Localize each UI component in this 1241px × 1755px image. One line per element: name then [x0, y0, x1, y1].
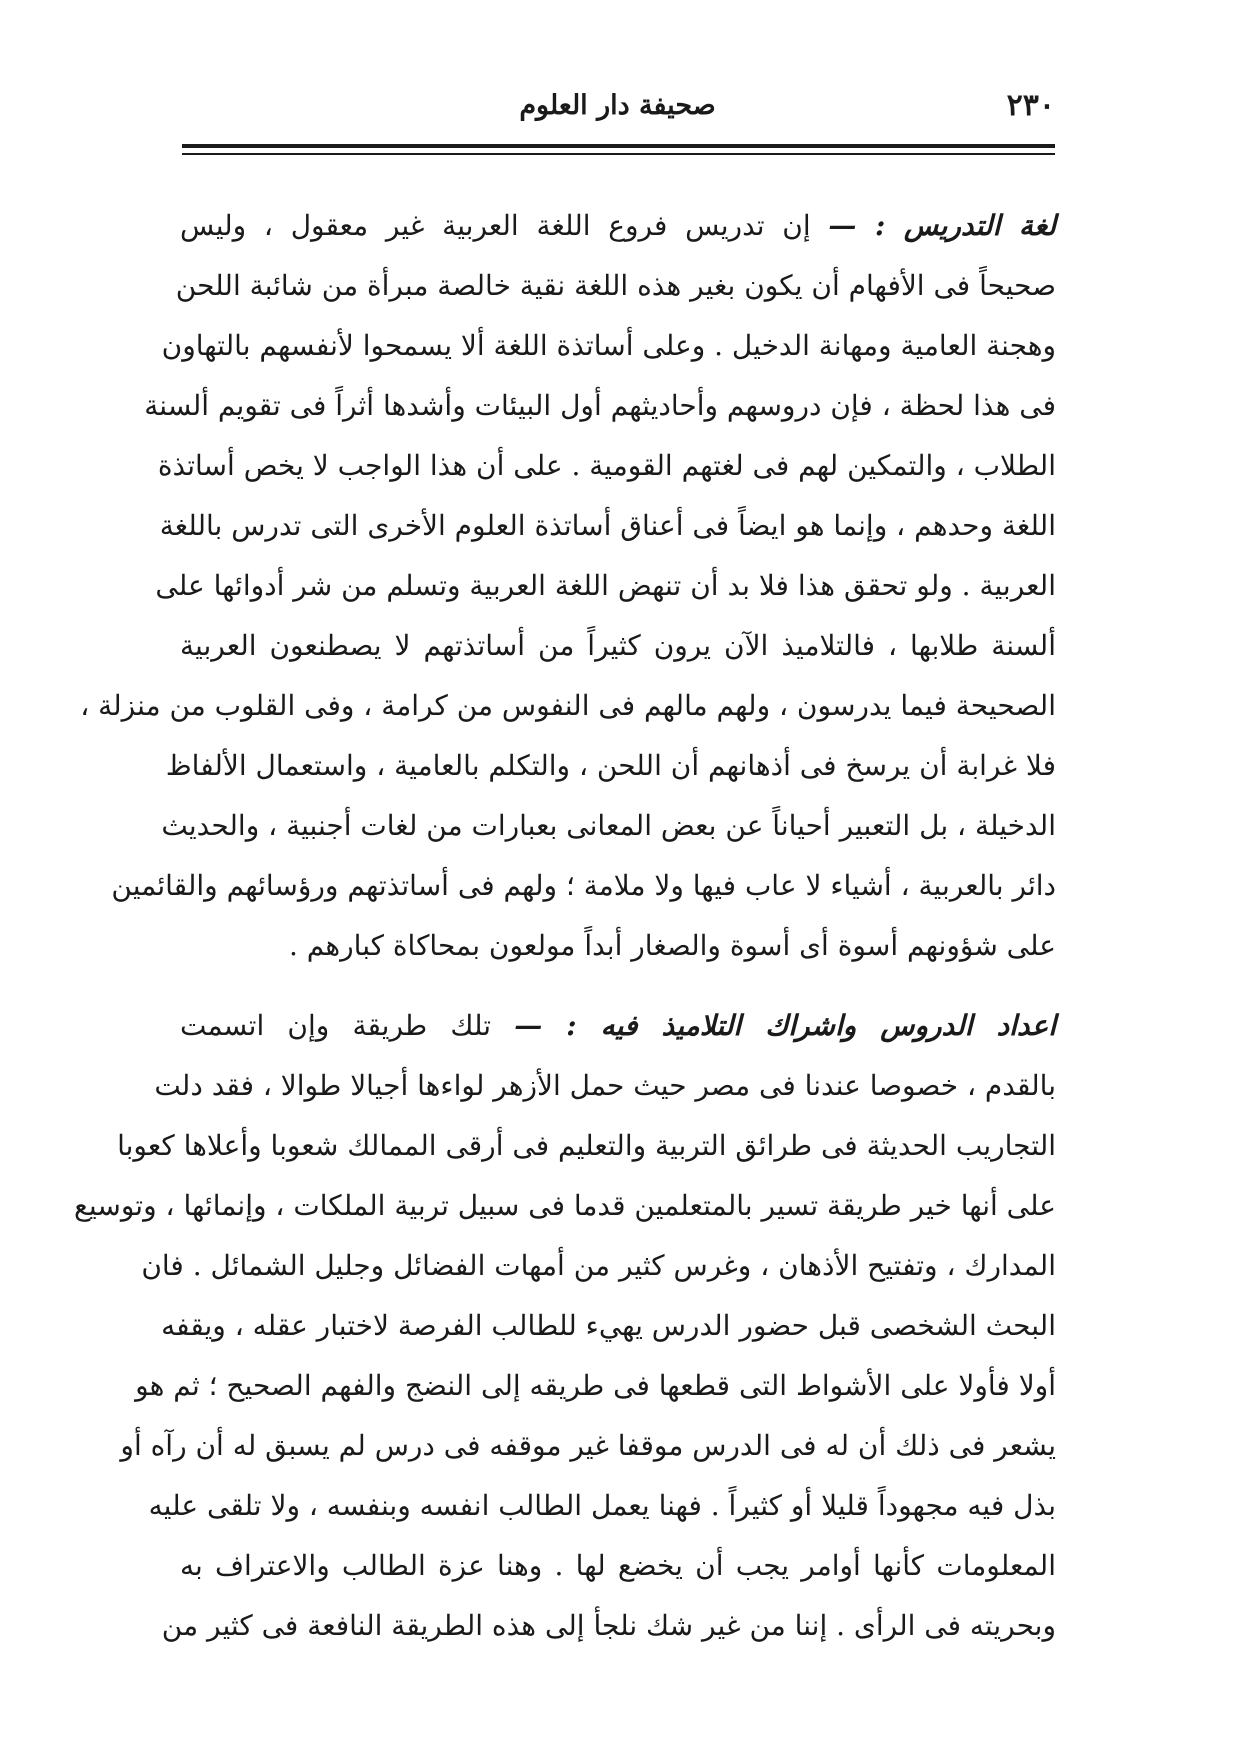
text-line: بذل فيه مجهوداً قليلا أو كثيراً . فهنا يعمل الطالب انفسه وبنفسه ، ولا تلقى عليه: [148, 1489, 1056, 1522]
text-line: المعلومات كأنها أوامر يجب أن يخضع لها . وهنا عزة الطالب والاعتراف به: [180, 1549, 1056, 1582]
text-line: بالقدم ، خصوصا عندنا فى مصر حيث حمل الأزهر لواءها أجيالا طوالا ، فقد دلت: [154, 1069, 1056, 1102]
text-line: ألسنة طلابها ، فالتلاميذ الآن يرون كثيراً من أساتذتهم لا يصطنعون العربية: [180, 629, 1056, 662]
text-line: فى هذا لحظة ، فإن دروسهم وأحاديثهم أول البيئات وأشدها أثراً فى تقويم ألسنة: [144, 389, 1056, 422]
page-header: [180, 88, 1055, 138]
line-text: تلك طريقة وإن اتسمت: [180, 1009, 492, 1042]
line-text: إن تدريس فروع اللغة العربية غير معقول ، وليس: [180, 209, 811, 242]
paragraph-gap: [180, 976, 1056, 996]
text-line: وهجنة العامية ومهانة الدخيل . وعلى أساتذة اللغة ألا يسمحوا لأنفسهم بالتهاون: [161, 329, 1056, 362]
section-heading-lesson-preparation: اعداد الدروس واشراك التلاميذ فيه : —: [514, 1009, 1057, 1042]
text-line: فلا غرابة أن يرسخ فى أذهانهم أن اللحن ، والتكلم بالعامية ، واستعمال الألفاظ: [165, 749, 1056, 782]
section-heading-language-of-instruction: لغة التدريس : —: [828, 209, 1056, 242]
text-line: دائر بالعربية ، أشياء لا عاب فيها ولا ملامة ؛ ولهم فى أساتذتهم ورؤسائهم والقائمين: [111, 869, 1056, 902]
text-line: يشعر فى ذلك أن له فى الدرس موقفا غير موقفه فى درس لم يسبق له أن رآه أو: [120, 1429, 1056, 1462]
text-line: [180, 196, 1056, 256]
text-line: المدارك ، وتفتيح الأذهان ، وغرس كثير من أمهات الفضائل وجليل الشمائل . فان: [141, 1249, 1056, 1282]
page-number: ٢٣٠: [1006, 88, 1055, 123]
body-text: [74, 196, 1057, 1656]
text-line: الصحيحة فيما يدرسون ، ولهم مالهم فى النفوس من كرامة ، وفى القلوب من منزلة ،: [80, 689, 1056, 722]
text-line: الطلاب ، والتمكين لهم فى لغتهم القومية . على أن هذا الواجب لا يخص أساتذة: [157, 449, 1056, 482]
text-line: التجاريب الحديثة فى طرائق التربية والتعليم فى أرقى الممالك شعوبا وأعلاها كعوبا: [117, 1129, 1056, 1162]
header-rule-thick: [182, 144, 1055, 148]
text-line: العربية . ولو تحقق هذا فلا بد أن تنهض اللغة العربية وتسلم من شر أدوائها على: [155, 569, 1056, 602]
text-line: الدخيلة ، بل التعبير أحياناً عن بعض المعانى بعبارات من لغات أجنبية ، والحديث: [161, 809, 1056, 842]
text-line: أولا فأولا على الأشواط التى قطعها فى طريقه إلى النضج والفهم الصحيح ؛ ثم هو: [135, 1369, 1056, 1402]
text-line: [180, 996, 1056, 1056]
header-rule-thin: [182, 153, 1055, 155]
text-line: اللغة وحدهم ، وإنما هو ايضاً فى أعناق أساتذة العلوم الأخرى التى تدرس باللغة: [159, 509, 1056, 542]
text-line: صحيحاً فى الأفهام أن يكون بغير هذه اللغة نقية خالصة مبرأة من شائبة اللحن: [175, 269, 1056, 302]
text-line: على شؤونهم أسوة أى أسوة والصغار أبداً مولعون بمحاكاة كبارهم .: [288, 929, 1056, 962]
text-line: وبحريته فى الرأى . إننا من غير شك نلجأ إلى هذه الطريقة النافعة فى كثير من: [161, 1609, 1056, 1642]
text-line: على أنها خير طريقة تسير بالمتعلمين قدما فى سبيل تربية الملكات ، وإنمائها ، وتوسيع: [74, 1189, 1056, 1222]
text-line: البحث الشخصى قبل حضور الدرس يهيء للطالب الفرصة لاختبار عقله ، ويقفه: [161, 1309, 1056, 1342]
running-title: صحيفة دار العلوم: [519, 90, 716, 121]
